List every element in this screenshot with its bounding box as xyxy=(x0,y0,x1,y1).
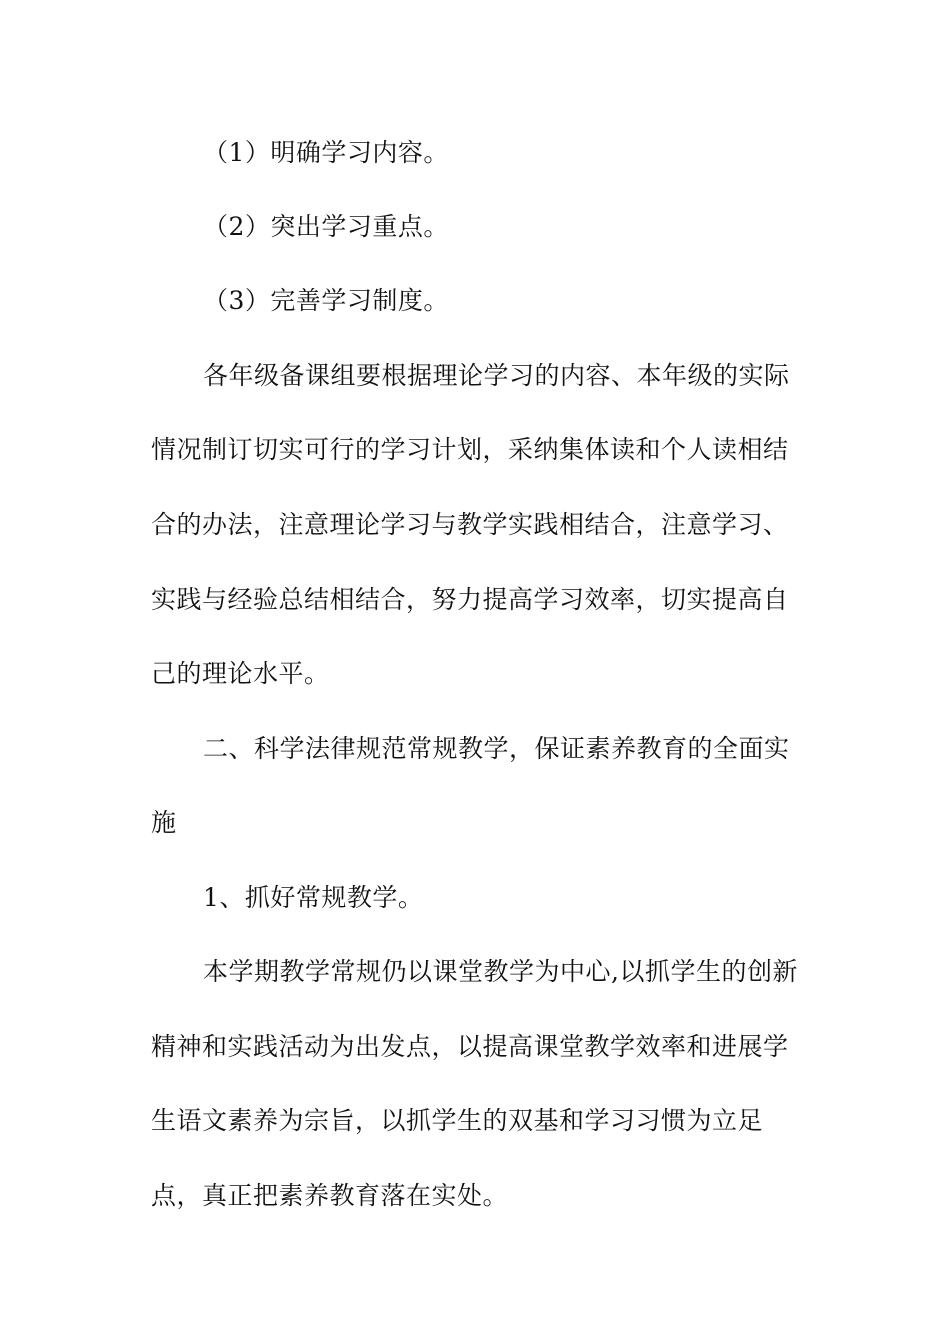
paragraph-line: 合的办法，注意理论学习与教学实践相结合，注意学习、 xyxy=(151,510,789,539)
paragraph-line: 实践与经验总结相结合，努力提高学习效率，切实提高自 xyxy=(151,585,789,614)
paragraph-line: 本学期教学常规仍以课堂教学为中心,以抓学生的创新 xyxy=(203,957,798,986)
list-item-2: （2）突出学习重点。 xyxy=(203,212,449,241)
list-item-1: （1）明确学习内容。 xyxy=(203,138,449,167)
paragraph-line: 各年级备课组要根据理论学习的内容、本年级的实际 xyxy=(203,361,790,390)
subsection-heading: 1、抓好常规教学。 xyxy=(203,883,424,912)
paragraph-line: 精神和实践活动为出发点，以提高课堂教学效率和进展学 xyxy=(151,1032,789,1061)
section-heading: 施 xyxy=(151,808,177,837)
paragraph-line: 点，真正把素养教育落在实处。 xyxy=(151,1181,509,1210)
paragraph-line: 生语文素养为宗旨，以抓学生的双基和学习习惯为立足 xyxy=(151,1106,764,1135)
list-item-3: （3）完善学习制度。 xyxy=(203,286,449,315)
section-heading: 二、科学法律规范常规教学，保证素养教育的全面实 xyxy=(203,734,790,763)
paragraph-line: 己的理论水平。 xyxy=(151,659,330,688)
paragraph-line: 情况制订切实可行的学习计划，采纳集体读和个人读相结 xyxy=(151,435,789,464)
